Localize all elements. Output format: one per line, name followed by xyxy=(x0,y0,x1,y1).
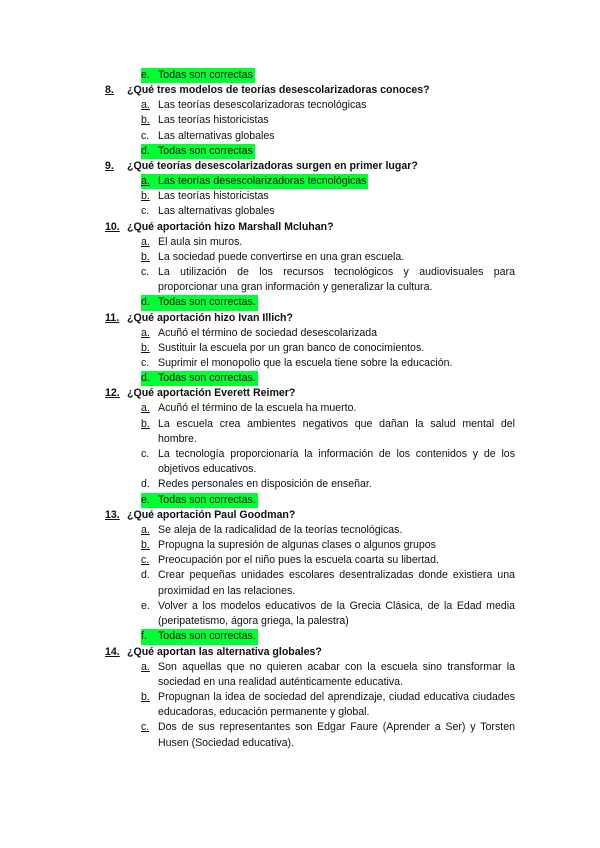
option-letter: d. xyxy=(141,569,150,582)
answer-option-highlighted xyxy=(141,174,600,189)
answer-option xyxy=(141,660,515,690)
option-letter: a. xyxy=(141,99,150,112)
option-text: Las teorías historicistas xyxy=(158,114,269,127)
question-heading xyxy=(105,83,515,98)
option-text: Acuñó el término de sociedad desescolarizada xyxy=(158,326,378,339)
question-heading xyxy=(105,159,515,174)
option-letter: b. xyxy=(141,114,150,127)
option-letter: d. xyxy=(141,478,150,491)
question-heading xyxy=(105,645,515,660)
answer-option xyxy=(141,341,515,356)
question-text: ¿Qué aportación Everett Reimer? xyxy=(127,387,296,400)
question-heading xyxy=(105,508,515,523)
option-text: Las teorías desescolarizadoras tecnológicas xyxy=(158,99,367,112)
option-text: Las alternativas globales xyxy=(158,129,275,142)
answer-option xyxy=(141,235,515,250)
answer-option xyxy=(141,204,515,219)
option-letter: a. xyxy=(141,326,150,339)
option-letter: c. xyxy=(141,357,150,370)
option-text: La sociedad puede convertirse en una gran escuela. xyxy=(158,250,405,263)
answer-option-highlighted xyxy=(141,68,600,83)
answer-option xyxy=(141,523,515,538)
option-letter: b. xyxy=(141,341,150,354)
answer-option xyxy=(141,250,515,265)
option-text: Dos de sus representantes son Edgar Faure (Aprender a Ser) y Torsten Husen (Sociedad educativa). xyxy=(158,721,515,749)
option-letter: d. xyxy=(141,144,158,159)
option-letter: a. xyxy=(141,523,150,536)
answer-option xyxy=(141,401,515,416)
option-text: Se aleja de la radicalidad de la teorías tecnológicas. xyxy=(158,523,403,536)
option-letter: c. xyxy=(141,266,150,279)
document-page xyxy=(0,68,600,751)
option-letter: e. xyxy=(141,599,150,612)
answer-option-highlighted xyxy=(141,295,600,310)
option-letter: b. xyxy=(141,539,150,552)
option-letter: b. xyxy=(141,190,150,203)
answer-option xyxy=(141,568,515,598)
option-letter: b. xyxy=(141,417,150,430)
option-text: Crear pequeñas unidades escolares desentralizadas donde existiera una proximidad en las relaciones. xyxy=(158,569,515,597)
answer-option xyxy=(141,538,515,553)
answer-option xyxy=(141,129,515,144)
option-letter: d. xyxy=(141,295,158,310)
answer-option xyxy=(141,98,515,113)
question-number: 10. xyxy=(105,220,120,233)
answer-option xyxy=(141,477,515,492)
option-text: Son aquellas que no quieren acabar con la escuela sino transformar la sociedad en una realidad auténticamente educativa. xyxy=(158,660,515,688)
question-text: ¿Qué aportan las alternativa globales? xyxy=(127,645,322,658)
option-letter: a. xyxy=(141,402,150,415)
option-text: La tecnología proporcionaría la información de los contenidos y de los objetivos educativos. xyxy=(158,448,515,476)
option-letter: c. xyxy=(141,448,150,461)
option-letter: e. xyxy=(141,68,158,83)
question-number: 12. xyxy=(105,387,120,400)
question-number: 13. xyxy=(105,508,120,521)
option-text: Volver a los modelos educativos de la Grecia Clásica, de la Edad media (peripatetismo, ágora griega, la palestra) xyxy=(158,599,515,628)
answer-option-highlighted xyxy=(141,371,600,386)
option-text: Todas son correctas. xyxy=(158,371,258,386)
option-letter: a. xyxy=(141,174,158,189)
option-letter: d. xyxy=(141,371,158,386)
answer-option-highlighted xyxy=(141,493,600,508)
option-text: Todas son correctas. xyxy=(158,493,258,508)
option-text: La utilización de los recursos tecnológicos y audiovisuales para proporcionar una gran información y generalizar la cultura. xyxy=(158,266,515,294)
option-letter: c. xyxy=(141,721,150,734)
option-letter: c. xyxy=(141,205,150,218)
answer-option xyxy=(141,265,515,295)
option-letter: b. xyxy=(141,690,150,703)
question-number: 8. xyxy=(105,84,114,97)
answer-option xyxy=(141,113,515,128)
option-text: Acuñó el término de la escuela ha muerto. xyxy=(158,402,357,415)
question-number: 14. xyxy=(105,645,120,658)
question-text: ¿Qué aportación hizo Ivan Illich? xyxy=(127,311,293,324)
option-letter: f. xyxy=(141,629,158,644)
question-heading xyxy=(105,220,515,235)
option-text: La escuela crea ambientes negativos que dañan la salud mental del hombre. xyxy=(158,417,515,445)
answer-option-highlighted xyxy=(141,629,600,644)
answer-option xyxy=(141,326,515,341)
answer-option xyxy=(141,189,515,204)
option-letter: c. xyxy=(141,129,150,142)
answer-option xyxy=(141,553,515,568)
option-letter: a. xyxy=(141,660,150,673)
option-text: Las teorías desescolarizadoras tecnológicas xyxy=(158,174,368,189)
question-heading xyxy=(105,386,515,401)
answer-option-highlighted xyxy=(141,144,600,159)
question-text: ¿Qué aportación hizo Marshall Mcluhan? xyxy=(127,220,334,233)
option-text: Todas son correctas xyxy=(158,144,255,159)
answer-option xyxy=(141,356,515,371)
option-text: Propugnan la idea de sociedad del aprendizaje, ciudad educativa ciudades educadoras, educación permanente y global. xyxy=(158,690,515,719)
option-letter: c. xyxy=(141,554,150,567)
option-text: Propugna la supresión de algunas clases o algunos grupos xyxy=(158,539,436,552)
answer-option xyxy=(141,447,515,477)
option-text: Las alternativas globales xyxy=(158,205,275,218)
question-text: ¿Qué aportación Paul Goodman? xyxy=(127,508,296,521)
option-text: Todas son correctas. xyxy=(158,629,258,644)
option-letter: a. xyxy=(141,235,150,248)
option-text: Todas son correctas. xyxy=(158,295,258,310)
question-heading xyxy=(105,311,515,326)
option-letter: b. xyxy=(141,250,150,263)
option-text: Todas son correctas xyxy=(158,68,255,83)
option-text: Las teorías historicistas xyxy=(158,190,269,203)
answer-option xyxy=(141,417,515,447)
answer-option xyxy=(141,599,515,629)
answer-option xyxy=(141,690,515,720)
option-text: Redes personales en disposición de enseñar. xyxy=(158,478,372,491)
option-text: El aula sin muros. xyxy=(158,235,243,248)
answer-option xyxy=(141,720,515,750)
option-text: Suprimir el monopolio que la escuela tiene sobre la educación. xyxy=(158,357,453,370)
option-text: Sustituir la escuela por un gran banco de conocimientos. xyxy=(158,341,425,354)
question-number: 9. xyxy=(105,160,114,173)
question-number: 11. xyxy=(105,311,120,324)
question-text: ¿Qué teorías desescolarizadoras surgen en primer lugar? xyxy=(127,160,418,173)
option-text: Preocupación por el niño pues la escuela coarta su libertad. xyxy=(158,554,439,567)
option-letter: e. xyxy=(141,493,158,508)
question-text: ¿Qué tres modelos de teorías desescolarizadoras conoces? xyxy=(127,84,430,97)
